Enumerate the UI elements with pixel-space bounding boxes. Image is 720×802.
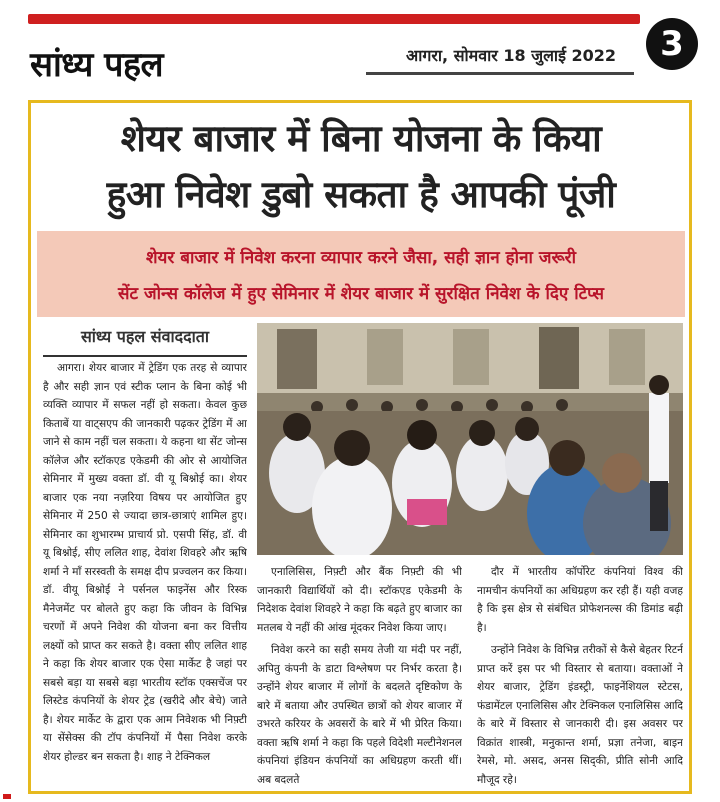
masthead-red-bar — [28, 14, 640, 24]
article-headline — [41, 111, 681, 223]
column-3-paragraph-2: उन्होंने निवेश के विभिन्न तरीकों से कैसे बेहतर रिटर्न प्राप्त करें इस पर भी विस्तार से बताया। वक्ताओं ने शेयर बाजार, ट्रेडिंग इंडस्ट्री, फाइनेंशियल स्टेटस, फंडामेंटल एनालिसिस और टेक्निकल एनालिसिस आदि के बारे में विस्तार से जानकारी दी। इस अवसर पर विक्रांत शास्त्री, मनुकान्त शर्मा, प्रज्ञा तनेजा, बाइन रेमसे, मो. असद, अनस सिद्की, प्रीति सोनी आदि मौजूद रहे। — [477, 644, 683, 786]
headline-line-2: हुआ निवेश डुबो सकता है आपकी पूंजी — [106, 173, 616, 216]
dateline-rule — [366, 72, 634, 75]
article-column-2 — [257, 563, 462, 791]
subheadline-box — [37, 231, 685, 317]
article-column-3 — [477, 563, 683, 791]
newspaper-name: सांध्य पहल — [30, 45, 164, 85]
seminar-photo-illustration — [257, 323, 683, 555]
article-frame — [28, 100, 692, 794]
headline-line-1: शेयर बाजार में बिना योजना के किया — [120, 117, 602, 160]
byline: सांध्य पहल संवाददाता — [80, 327, 210, 346]
page-number-badge: 3 — [646, 18, 698, 70]
subheadline-line-2: सेंट जोन्स कॉलेज में हुए सेमिनार में शेयर बाजार में सुरक्षित निवेश के दिए टिप्स — [118, 284, 604, 304]
corner-print-mark — [3, 794, 11, 799]
seminar-photo — [257, 323, 683, 555]
column-3-paragraph-1: दौर में भारतीय कॉर्पोरेट कंपनियां विश्व की नामचीन कंपनियों का अधिग्रहण कर रही हैं। यही वजह है कि इस क्षेत्र से संबंधित प्रोफेशनल्स की डिमांड बढ़ी है। — [477, 566, 683, 634]
subheadline-line-1: शेयर बाजार में निवेश करना व्यापार करने जैसा, सही ज्ञान होना जरूरी — [145, 248, 577, 268]
article-column-1 — [43, 359, 247, 791]
dateline: आगरा, सोमवार 18 जुलाई 2022 — [406, 46, 617, 65]
masthead — [28, 12, 692, 92]
byline-rule — [43, 355, 247, 357]
column-2-paragraph-2: निवेश करने का सही समय तेजी या मंदी पर नहीं, अपितु कंपनी के डाटा विश्लेषण पर निर्भर करता है। उन्होंने शेयर बाजार में लोगों के बदलते दृष्टिकोण के बारे में बताया और उपस्थित छात्रों को शेयर बाजार में उभरते करियर के अवसरों के बारे में भी प्रेरित किया। वक्ता ऋषि शर्मा ने कहा कि पहले विदेशी मल्टीनेशनल कंपनियां इंडियन कंपनियों का अधिग्रहण करती थीं। अब बदलते — [257, 644, 462, 786]
column-2-paragraph-1: एनालिसिस, निफ़्टी और बैंक निफ़्टी की भी जानकारी विद्यार्थियों को दी। स्टॉकएड एकेडमी के निदेशक देवांश शिवहरे ने कहा कि बढ़ते हुए बाजार का मतलब ये नहीं की आंख मूंदकर निवेश किया जाए। — [257, 566, 462, 634]
column-1-paragraph: आगरा। शेयर बाजार में ट्रेडिंग एक तरह से व्यापार है और सही ज्ञान एवं स्टीक प्लान के बिना कोई भी व्यक्ति व्यापार में सफल नहीं हो सकता। केवल कुछ किताबें या वाट्सएप की जानकारी पढ़कर ट्रेडिंग में आ जाने से काम नहीं चल सकता। ये कहना था सेंट जोन्स कॉलेज और स्टॉकएड एकेडमी की ओर से आयोजित सेमिनार में मुख्य वक्ता डॉ. वी यू बिश्नोई का। शेयर बाजार एक नया नज़रिया विषय पर आयोजित हुए सेमिनार में 250 से ज्यादा छात्र-छात्राएं शामिल हुए। सेमिनार का शुभारम्भ प्राचार्य प्रो. एसपी सिंह, डॉ. वी यू बिश्नोई, सीए ललित शाह, देवांश शिवहरे और ऋषि शर्मा ने माँ सरस्वती के समक्ष दीप प्रज्वलन कर किया। डॉ. वीयू बिश्नोई ने पर्सनल फाइनेंस और रिस्क मैनेजमेंट पर बोलते हुए कहा कि जीवन के विभिन्न चरणों में अपने निवेश की योजना बना कर वित्तीय लक्ष्यों को प्राप्त कर सकते है। वक्ता सीए ललित शाह ने कहा कि शेयर बाजार एक ऐसा मार्केट है जहां पर सबसे बड़ा या सबसे बड़ा भारतीय स्टॉक एक्सचेंज पर लिस्टेड कंपनियों के शेयर ट्रेड (खरीदे और बेचे) जाते है। शेयर मार्केट के द्वारा एक आम निवेशक भी निफ़्टी या सेंसेक्स की टॉप कंपनियों में पैसा निवेश करके शेयर होल्डर बन सकता है। शाह ने टेक्निकल — [43, 362, 247, 763]
